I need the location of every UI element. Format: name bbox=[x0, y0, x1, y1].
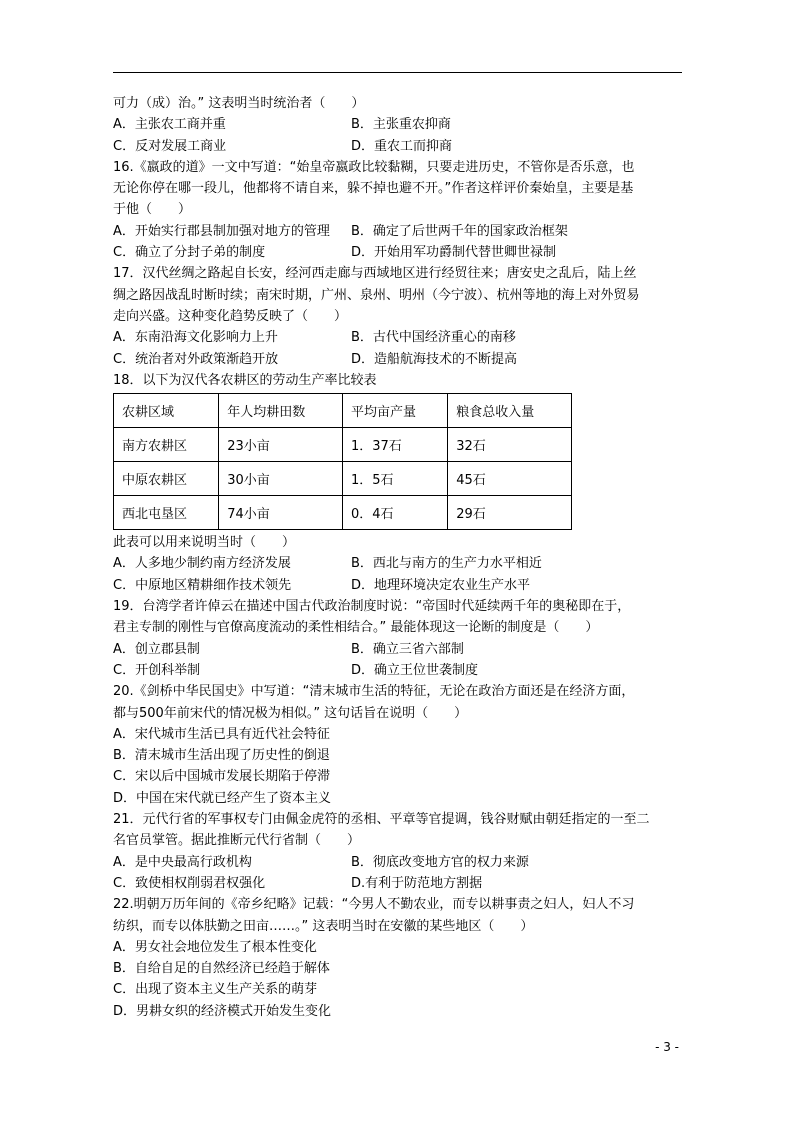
answer-option: A．东南沿海文化影响力上升 bbox=[113, 330, 278, 346]
text-line: 君主专制的刚性与官僚高度流动的柔性相结合。” 最能体现这一论断的制度是（ ） bbox=[113, 620, 599, 636]
answer-options-row bbox=[113, 221, 688, 242]
answer-option: A．是中央最高行政机构 bbox=[113, 854, 252, 870]
text-line: 16.《嬴政的道》一文中写道：“始皇帝嬴政比较黏糊，只要走进历史，不管你是否乐意，也 bbox=[113, 159, 635, 175]
table-header-cell: 平均亩产量 bbox=[342, 394, 447, 428]
answer-option: B．确定了后世两千年的国家政治框架 bbox=[351, 223, 568, 239]
table-header-cell: 农耕区域 bbox=[114, 394, 219, 428]
exam-content bbox=[113, 93, 688, 1022]
answer-option: C．确立了分封子弟的制度 bbox=[113, 245, 266, 261]
answer-option: D．重农工而抑商 bbox=[351, 138, 453, 154]
answer-option: B．主张重农抑商 bbox=[351, 117, 451, 133]
answer-option: D．开始用军功爵制代替世卿世禄制 bbox=[351, 245, 557, 261]
questions-after-table bbox=[113, 532, 688, 1022]
table-cell: 0．4石 bbox=[342, 496, 447, 530]
answer-options-row bbox=[113, 136, 688, 157]
table-row bbox=[114, 428, 572, 462]
answer-options-row bbox=[113, 553, 688, 574]
text-line: 17．汉代丝绸之路起自长安，经河西走廊与西域地区进行经贸往来；唐安史之乱后，陆上丝 bbox=[113, 266, 637, 282]
answer-option: B．确立三省六部制 bbox=[351, 641, 464, 657]
text-line: 19．台湾学者许倬云在描述中国古代政治制度时说：“帝国时代延续两千年的奥秘即在于， bbox=[113, 599, 631, 615]
table-header-cell: 年人均耕田数 bbox=[219, 394, 343, 428]
answer-option: A．开始实行郡县制加强对地方的管理 bbox=[113, 223, 330, 239]
table-row bbox=[114, 462, 572, 496]
answer-option: B．彻底改变地方官的权力来源 bbox=[351, 854, 529, 870]
table-cell: 23小亩 bbox=[219, 428, 343, 462]
answer-options-row bbox=[113, 349, 688, 370]
text-line: 名官员掌管。据此推断元代行省制（ ） bbox=[113, 833, 361, 849]
table-cell: 西北屯垦区 bbox=[114, 496, 219, 530]
table-row bbox=[114, 496, 572, 530]
answer-options-row bbox=[113, 327, 688, 348]
table-cell: 74小亩 bbox=[219, 496, 343, 530]
text-line: D．男耕女织的经济模式开始发生变化 bbox=[113, 1003, 332, 1019]
table-cell: 中原农耕区 bbox=[114, 462, 219, 496]
text-line: 20.《剑桥中华民国史》中写道：“清末城市生活的特征，无论在政治方面还是在经济方面， bbox=[113, 684, 635, 700]
answer-option: C．开创科举制 bbox=[113, 662, 201, 678]
answer-options-row bbox=[113, 114, 688, 135]
answer-option: B．西北与南方的生产力水平相近 bbox=[351, 556, 542, 572]
answer-option: A．主张农工商并重 bbox=[113, 117, 226, 133]
header-rule bbox=[113, 72, 682, 73]
text-line: 22.明朝万历年间的《帝乡纪略》记载：“今男人不勤农业，而专以耕事责之妇人，妇人不习 bbox=[113, 897, 635, 913]
text-line: B．自给自足的自然经济已经趋于解体 bbox=[113, 961, 330, 977]
answer-option: D．造船航海技术的不断提高 bbox=[351, 351, 518, 367]
text-line: B．清末城市生活出现了历史性的倒退 bbox=[113, 748, 330, 764]
text-line: D．中国在宋代就已经产生了资本主义 bbox=[113, 790, 332, 806]
answer-option: C．致使相权削弱君权强化 bbox=[113, 875, 266, 891]
page-number: - 3 - bbox=[655, 1040, 679, 1054]
answer-options-row bbox=[113, 575, 688, 596]
text-line: C．出现了资本主义生产关系的萌芽 bbox=[113, 982, 318, 998]
table-cell: 1．5石 bbox=[342, 462, 447, 496]
answer-option: C．统治者对外政策渐趋开放 bbox=[113, 351, 279, 367]
answer-option: C．中原地区精耕细作技术领先 bbox=[113, 577, 292, 593]
text-line: 此表可以用来说明当时（ ） bbox=[113, 535, 296, 551]
text-line: 可力（成）治。” 这表明当时统治者（ ） bbox=[113, 96, 365, 111]
answer-option: D．地理环境决定农业生产水平 bbox=[351, 577, 531, 593]
table-cell: 1．37石 bbox=[342, 428, 447, 462]
table-header-cell: 粮食总收入量 bbox=[448, 394, 572, 428]
answer-option: A．创立郡县制 bbox=[113, 641, 200, 657]
questions-before-table bbox=[113, 93, 688, 391]
text-line: 绸之路因战乱时断时续；南宋时期，广州、泉州、明州（今宁波）、杭州等地的海上对外贸易 bbox=[113, 287, 640, 303]
answer-option: A．人多地少制约南方经济发展 bbox=[113, 556, 291, 572]
text-line: 于他（ ） bbox=[113, 202, 192, 218]
table-cell: 32石 bbox=[448, 428, 572, 462]
answer-option: D.有利于防范地方割据 bbox=[351, 875, 483, 891]
answer-options-row bbox=[113, 852, 688, 873]
text-line: 21．元代行省的军事权专门由佩金虎符的丞相、平章等官提调，钱谷财赋由朝廷指定的一至二 bbox=[113, 812, 650, 828]
table-cell: 29石 bbox=[448, 496, 572, 530]
table-cell: 南方农耕区 bbox=[114, 428, 219, 462]
text-line: 都与500年前宋代的情况极为相似。” 这句话旨在说明（ ） bbox=[113, 705, 468, 721]
answer-options-row bbox=[113, 660, 688, 681]
answer-option: B．古代中国经济重心的南移 bbox=[351, 330, 516, 346]
text-line: 无论你停在哪一段儿，他都将不请自来，躲不掉也避不开。”作者这样评价秦始皇，主要是基 bbox=[113, 181, 634, 197]
answer-options-row bbox=[113, 873, 688, 894]
text-line: A．宋代城市生活已具有近代社会特征 bbox=[113, 726, 330, 742]
text-line: 纺织，而专以体肤勤之田亩……。” 这表明当时在安徽的某些地区（ ） bbox=[113, 918, 534, 934]
table-header-row bbox=[114, 394, 572, 428]
text-line: 18．以下为汉代各农耕区的劳动生产率比较表 bbox=[113, 372, 377, 388]
answer-options-row bbox=[113, 639, 688, 660]
text-line: C．宋以后中国城市发展长期陷于停滞 bbox=[113, 769, 331, 785]
table-cell: 45石 bbox=[448, 462, 572, 496]
text-line: A．男女社会地位发生了根本性变化 bbox=[113, 939, 317, 955]
answer-option: C．反对发展工商业 bbox=[113, 138, 227, 154]
productivity-table bbox=[113, 393, 572, 530]
table-cell: 30小亩 bbox=[219, 462, 343, 496]
text-line: 走向兴盛。这种变化趋势反映了（ ） bbox=[113, 308, 348, 324]
answer-options-row bbox=[113, 242, 688, 263]
answer-option: D．确立王位世袭制度 bbox=[351, 662, 479, 678]
